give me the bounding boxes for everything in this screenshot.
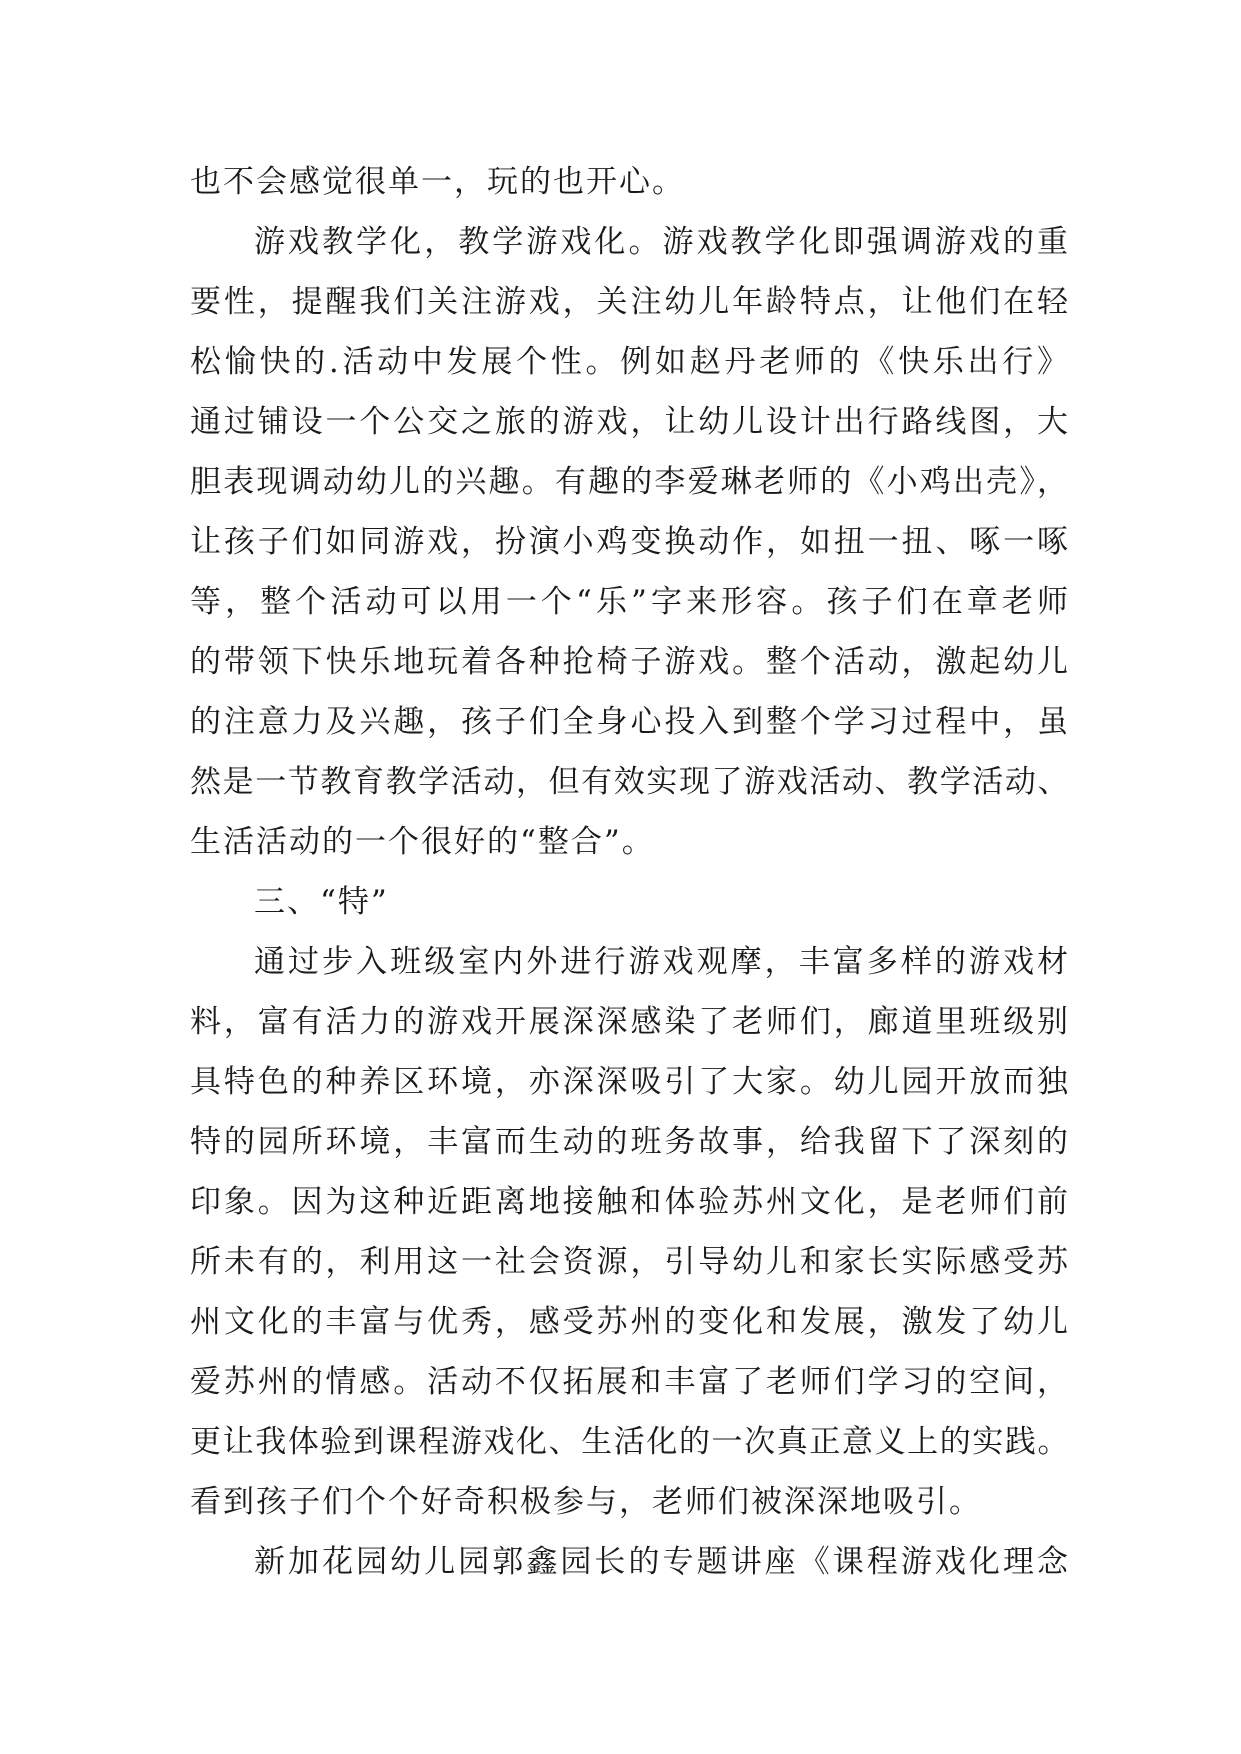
text-line: 游戏教学化，教学游戏化。游戏教学化即强调游戏的重 (254, 224, 1070, 260)
text-line: 要性，提醒我们关注游戏，关注幼儿年龄特点，让他们在轻 (190, 284, 1070, 320)
text-line: 松愉快的.活动中发展个性。例如赵丹老师的《快乐出行》 (190, 344, 1070, 380)
text-line: 爱苏州的情感。活动不仅拓展和丰富了老师们学习的空间， (190, 1364, 1070, 1400)
text-line: 通过步入班级室内外进行游戏观摩，丰富多样的游戏材 (254, 944, 1070, 980)
body-text (190, 152, 1070, 1592)
text-line: 三、“特” (254, 884, 389, 920)
text-line: 看到孩子们个个好奇积极参与，老师们被深深地吸引。 (190, 1484, 982, 1520)
text-line: 等，整个活动可以用一个“乐”字来形容。孩子们在章老师 (190, 584, 1070, 620)
text-line: 然是一节教育教学活动，但有效实现了游戏活动、教学活动、 (190, 764, 1070, 800)
text-line: 通过铺设一个公交之旅的游戏，让幼儿设计出行路线图，大 (190, 404, 1070, 440)
text-line: 的带领下快乐地玩着各种抢椅子游戏。整个活动，激起幼儿 (190, 644, 1070, 680)
text-line: 料，富有活力的游戏开展深深感染了老师们，廊道里班级别 (190, 1004, 1070, 1040)
text-line: 所未有的，利用这一社会资源，引导幼儿和家长实际感受苏 (190, 1244, 1070, 1280)
text-line: 更让我体验到课程游戏化、生活化的一次真正意义上的实践。 (190, 1424, 1070, 1460)
text-line: 特的园所环境，丰富而生动的班务故事，给我留下了深刻的 (190, 1124, 1070, 1160)
text-line: 印象。因为这种近距离地接触和体验苏州文化，是老师们前 (190, 1184, 1070, 1220)
text-line: 新加花园幼儿园郭鑫园长的专题讲座《课程游戏化理念 (254, 1544, 1070, 1580)
text-line: 生活活动的一个很好的“整合”。 (190, 824, 655, 860)
text-line: 胆表现调动幼儿的兴趣。有趣的李爱琳老师的《小鸡出壳》， (190, 464, 1070, 500)
text-line: 州文化的丰富与优秀，感受苏州的变化和发展，激发了幼儿 (190, 1304, 1070, 1340)
text-line: 也不会感觉很单一，玩的也开心。 (190, 164, 685, 200)
text-line: 让孩子们如同游戏，扮演小鸡变换动作，如扭一扭、啄一啄 (190, 524, 1070, 560)
text-line: 的注意力及兴趣，孩子们全身心投入到整个学习过程中，虽 (190, 704, 1070, 740)
text-line: 具特色的种养区环境，亦深深吸引了大家。幼儿园开放而独 (190, 1064, 1070, 1100)
